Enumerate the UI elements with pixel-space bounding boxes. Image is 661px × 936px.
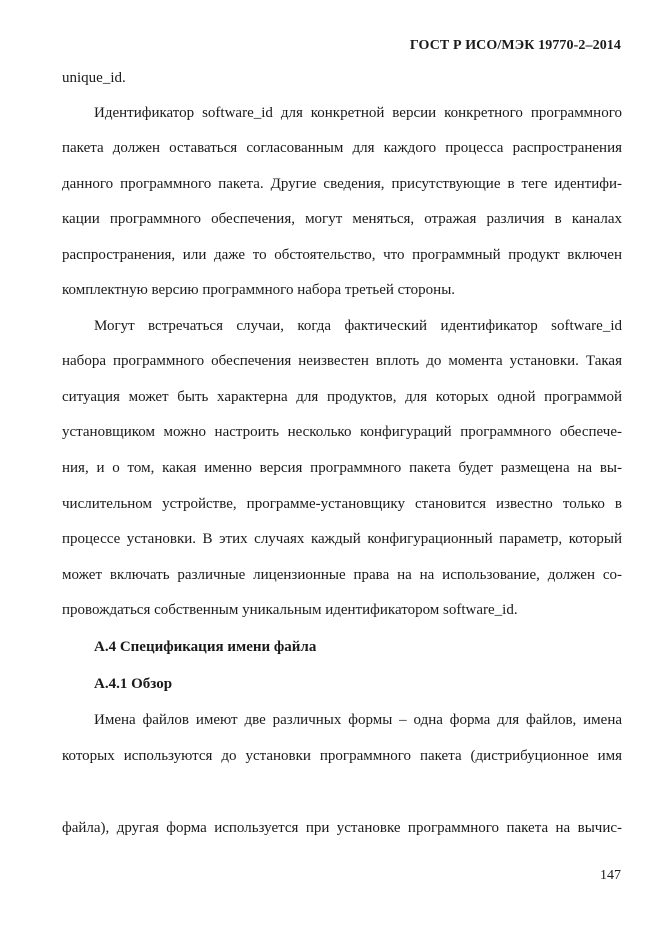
text-line: кации программного обеспечения, могут меняться, отражая различия в каналах [62,211,622,227]
text-line: пакета должен оставаться согласованным для каждого процесса распространения [62,140,622,156]
text-line: комплектную версию программного набора третьей стороны. [62,282,456,298]
text-line: файла), другая форма используется при установке программного пакета на вычис- [62,820,622,836]
text-line: Имена файлов имеют две различных формы – одна форма для файлов, имена [94,712,622,728]
subsection-heading: А.4.1 Обзор [94,676,173,692]
text-line: данного программного пакета. Другие сведения, присутствующие в теге идентифи- [62,176,622,192]
text-line: установщиком можно настроить несколько конфигураций программного обеспече- [62,424,622,440]
text-line: провождаться собственным уникальным идентификатором software_id. [62,602,518,618]
text-line: распространения, или даже то обстоятельство, что программный продукт включен [62,247,622,263]
document-header: ГОСТ Р ИСО/МЭК 19770-2–2014 [409,38,621,53]
text-line: unique_id. [62,70,126,86]
text-line: Идентификатор software_id для конкретной версии конкретного программного [94,105,622,121]
text-line: которых используются до установки программного пакета (дистрибуционное имя [62,748,622,764]
page-number: 147 [600,868,621,883]
text-line: ния, и о том, какая именно версия программного пакета будет размещена на вы- [62,460,622,476]
text-line: может включать различные лицензионные права на на использование, должен со- [62,567,622,583]
text-line: процессе установки. В этих случаях каждый конфигурационный параметр, который [62,531,622,547]
text-line: Могут встречаться случаи, когда фактический идентификатор software_id [94,318,622,334]
section-heading: А.4 Спецификация имени файла [94,639,317,655]
text-line: числительном устройстве, программе-установщику становится известно только в [62,496,622,512]
text-line: набора программного обеспечения неизвестен вплоть до момента установки. Такая [62,353,622,369]
text-line: ситуация может быть характерна для продуктов, для которых одной программой [62,389,622,405]
